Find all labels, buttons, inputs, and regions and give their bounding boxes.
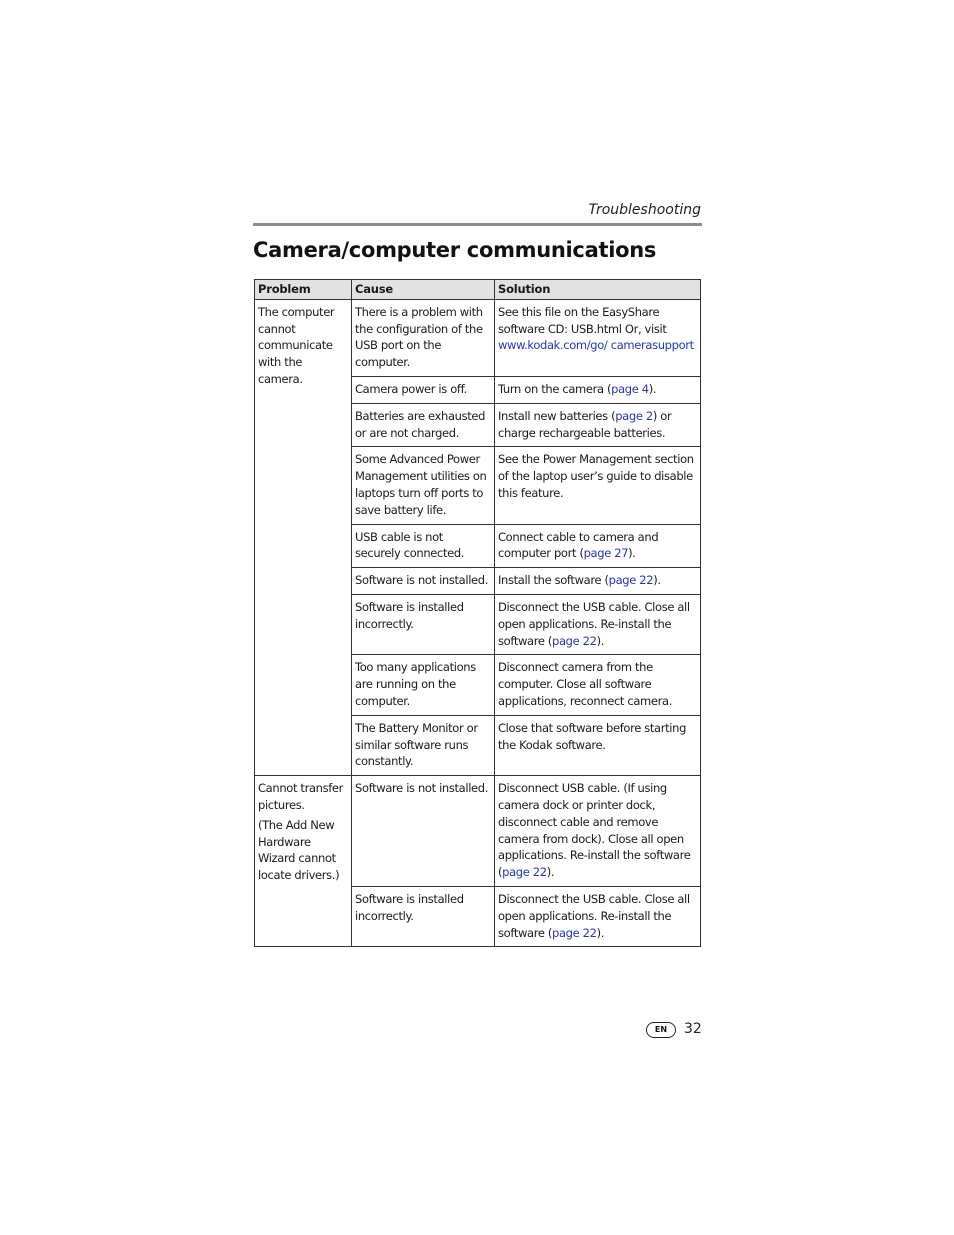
solution-cell	[495, 568, 701, 595]
solution-cell	[495, 403, 701, 447]
solution-cell	[495, 776, 701, 887]
solution-text-end: ).	[596, 633, 605, 648]
cause-cell: Software is not installed.	[352, 568, 495, 595]
solution-text-end: ).	[546, 865, 555, 880]
cause-cell: The Battery Monitor or similar software runs constantly.	[352, 715, 495, 775]
cause-cell: Camera power is off.	[352, 376, 495, 403]
cause-cell: There is a problem with the configuration of the USB port on the computer.	[352, 299, 495, 376]
solution-text: Disconnect the USB cable. Close all open applications. Re-install the software (	[498, 891, 690, 940]
page-reference-link[interactable]: page 27	[583, 546, 629, 561]
page-number: 32	[684, 1021, 702, 1037]
column-header-cause: Cause	[352, 280, 495, 300]
problem-text: The computer cannot communicate with the camera.	[258, 304, 335, 386]
cause-cell: Some Advanced Power Management utilities on laptops turn off ports to save battery life.	[352, 447, 495, 524]
solution-cell: Disconnect camera from the computer. Close all software applications, reconnect camera.	[495, 655, 701, 715]
page-reference-link[interactable]: page 22	[608, 573, 654, 588]
solution-text-end: ).	[596, 925, 605, 940]
solution-text: Install new batteries (	[498, 408, 616, 423]
column-header-problem: Problem	[255, 280, 352, 300]
problem-text: Cannot transfer pictures.	[258, 781, 344, 812]
cause-cell: USB cable is not securely connected.	[352, 524, 495, 568]
header-divider	[253, 223, 702, 226]
table-header-row	[255, 280, 701, 300]
language-badge: EN	[646, 1022, 676, 1038]
solution-text-end: ).	[653, 573, 661, 588]
column-header-solution: Solution	[495, 280, 701, 300]
solution-cell: Close that software before starting the Kodak software.	[495, 715, 701, 775]
cause-cell: Software is installed incorrectly.	[352, 594, 495, 654]
solution-cell	[495, 524, 701, 568]
solution-text-end: ) or charge rechargeable batteries.	[498, 408, 672, 440]
solution-text: Install the software (	[498, 573, 609, 588]
section-label: Troubleshooting	[588, 202, 701, 218]
cause-cell: Too many applications are running on the computer.	[352, 655, 495, 715]
cause-cell: Software is installed incorrectly.	[352, 886, 495, 946]
solution-text: Disconnect USB cable. (If using camera dock or printer dock, disconnect cable and remove camera from dock). Close all open applications. Re-install the software (	[498, 781, 691, 880]
problem-cell	[255, 776, 352, 947]
page-reference-link[interactable]: page 22	[552, 925, 597, 940]
cause-cell: Batteries are exhausted or are not charged.	[352, 403, 495, 447]
solution-cell: See the Power Management section of the laptop user’s guide to disable this feature.	[495, 447, 701, 524]
table-row	[255, 776, 701, 887]
page-reference-link[interactable]: page 22	[502, 865, 547, 880]
solution-cell	[495, 376, 701, 403]
solution-text-end: ).	[648, 381, 657, 396]
page-reference-link[interactable]: page 2	[615, 408, 653, 423]
solution-cell	[495, 594, 701, 654]
cause-cell: Software is not installed.	[352, 776, 495, 887]
page-reference-link[interactable]: page 22	[552, 633, 597, 648]
solution-text-end: ).	[628, 546, 636, 561]
support-website-link[interactable]: www.kodak.com/go/ camerasupport	[498, 338, 694, 353]
solution-cell	[495, 886, 701, 946]
page-reference-link[interactable]: page 4	[611, 381, 649, 396]
troubleshooting-table	[254, 279, 701, 947]
solution-text: See this file on the EasyShare software CD: USB.html Or, visit	[498, 304, 667, 336]
problem-cell	[255, 299, 352, 775]
page-title: Camera/computer communications	[253, 238, 657, 262]
solution-text: Disconnect the USB cable. Close all open applications. Re-install the software (	[498, 599, 690, 648]
solution-text: Turn on the camera (	[498, 381, 612, 396]
solution-text: Connect cable to camera and computer port (	[498, 529, 659, 561]
problem-note: (The Add New Hardware Wizard cannot locate drivers.)	[258, 817, 340, 883]
solution-cell	[495, 299, 701, 376]
table-row	[255, 299, 701, 376]
